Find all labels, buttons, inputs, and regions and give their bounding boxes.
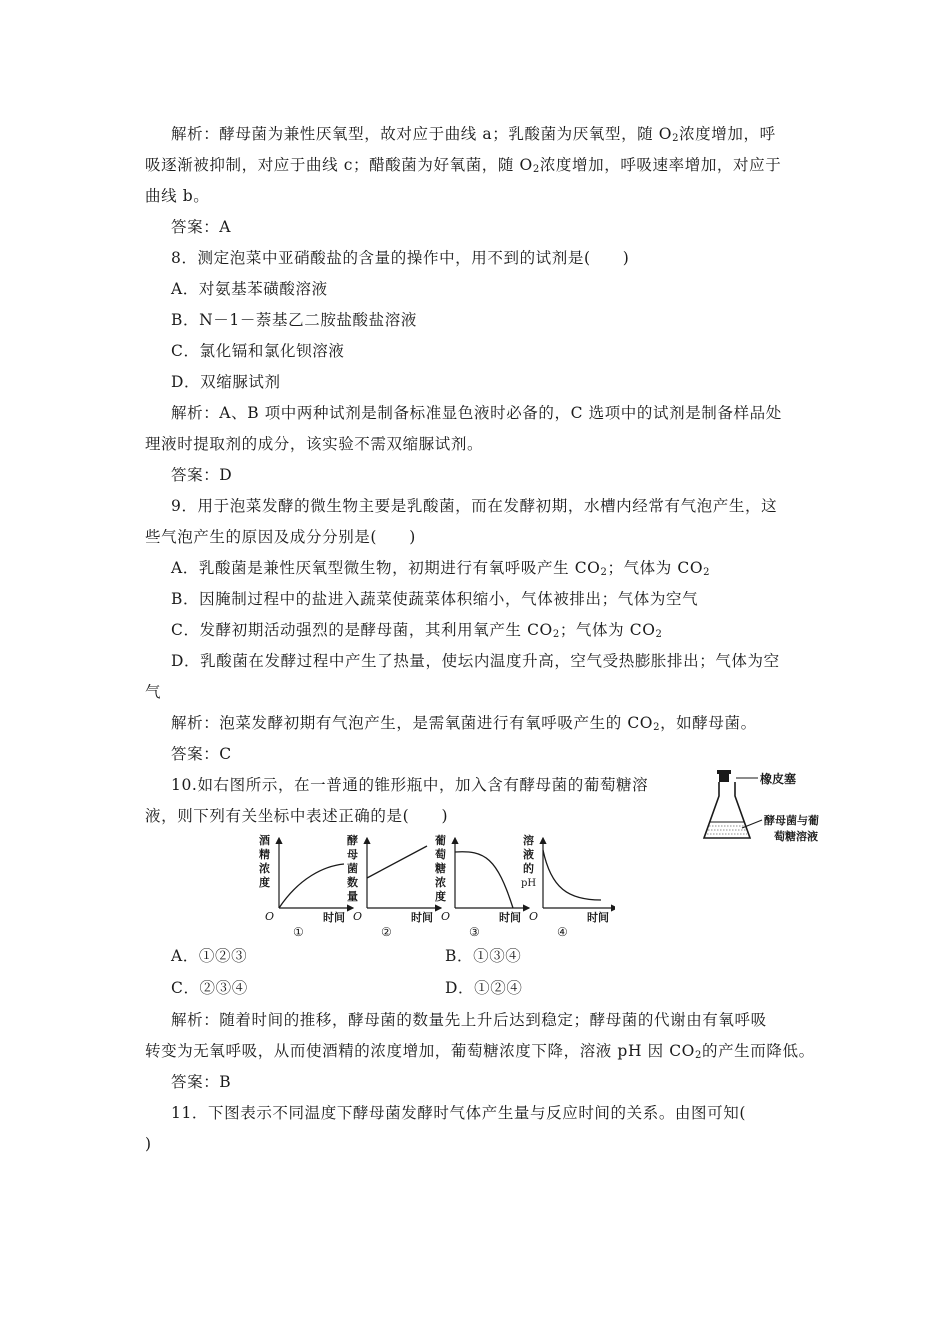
origin-label: O [441, 910, 451, 923]
q11-stem-line-1: 11．下图表示不同温度下酵母菌发酵时气体产生量与反应时间的关系。由图可知( [171, 1104, 746, 1122]
y-axis-label-char: 精 [259, 848, 270, 861]
q7-answer: 答案：A [171, 218, 232, 236]
q10-option-a: A．①②③ [171, 947, 248, 965]
origin-label: O [353, 910, 363, 923]
q10-option-d: D．①②④ [445, 979, 523, 997]
q8-option-d: D．双缩脲试剂 [171, 373, 281, 391]
q9-answer: 答案：C [171, 745, 232, 763]
q9-option-a: A．乳酸菌是兼性厌氧型微生物，初期进行有氧呼吸产生 $CO_2$；气体为 $CO_2$ [171, 559, 711, 578]
q9-stem-line-1: 9．用于泡菜发酵的微生物主要是乳酸菌，而在发酵初期，水槽内经常有气泡产生，这 [171, 497, 778, 515]
y-axis-label-char: pH [521, 878, 537, 889]
q8-analysis-line-2: 理液时提取剂的成分，该实验不需双缩脲试剂。 [145, 435, 484, 453]
y-axis-label-char: 糖 [435, 862, 446, 875]
q10-analysis-line-1: 解析：随着时间的推移，酵母菌的数量先上升后达到稳定；酵母菌的代谢由有氧呼吸 [171, 1011, 767, 1029]
x-axis-label: 时间 [587, 911, 609, 924]
graph-1 [258, 833, 353, 939]
q9-option-c: C．发酵初期活动强烈的是酵母菌，其利用氧产生 $CO_2$；气体为 $CO_2$ [171, 621, 663, 640]
q10-analysis-line-2: 转变为无氧呼吸，从而使酒精的浓度增加，葡萄糖浓度下降，溶液 pH 因 $CO_2$的产生而降低。 [145, 1042, 815, 1061]
y-axis-label-char: 的 [523, 862, 534, 875]
q7-analysis-line-2: 吸逐渐被抑制，对应于曲线 c；醋酸菌为好氧菌，随 $O_2$浓度增加，呼吸速率增加，对应于 [145, 156, 782, 175]
y-axis-label-char: 液 [523, 848, 534, 861]
graph-curve [367, 846, 427, 878]
graph-number: ① [293, 925, 304, 939]
y-axis-label-char: 酵 [347, 834, 358, 847]
y-axis-label-char: 浓 [259, 862, 270, 875]
liquid-label-2: 萄糖溶液 [774, 830, 818, 843]
q10-stem-line-2: 液，则下列有关坐标中表述正确的是( ) [145, 807, 449, 825]
graph-4 [521, 833, 615, 939]
q8-option-a: A．对氨基苯磺酸溶液 [171, 280, 328, 298]
graph-2 [347, 833, 441, 939]
origin-label: O [529, 910, 539, 923]
q9-option-b: B．因腌制过程中的盐进入蔬菜使蔬菜体积缩小，气体被排出；气体为空气 [171, 590, 699, 608]
graph-curve [543, 850, 601, 900]
y-axis-label-char: 溶 [523, 834, 534, 847]
graphs-figure [255, 830, 615, 940]
q8-option-c: C．氯化镉和氯化钡溶液 [171, 342, 345, 360]
x-axis-label: 时间 [499, 911, 521, 924]
q8-stem: 8．测定泡菜中亚硝酸盐的含量的操作中，用不到的试剂是( ) [171, 249, 630, 267]
y-axis-label-char: 酒 [259, 834, 270, 847]
q9-option-d-line-1: D．乳酸菌在发酵过程中产生了热量，使坛内温度升高，空气受热膨胀排出；气体为空 [171, 652, 780, 670]
y-axis-label-char: 萄 [435, 848, 446, 861]
graph-number: ④ [557, 925, 568, 939]
stopper-top [717, 770, 731, 774]
q9-analysis: 解析：泡菜发酵初期有气泡产生，是需氧菌进行有氧呼吸产生的 $CO_2$，如酵母菌。 [171, 714, 757, 733]
q9-option-d-line-2: 气 [145, 683, 162, 701]
stopper-icon [719, 774, 729, 782]
x-axis-label: 时间 [323, 911, 345, 924]
y-axis-label-char: 浓 [435, 876, 446, 889]
graph-curve [455, 852, 513, 908]
q7-analysis-line-3: 曲线 b。 [145, 187, 210, 205]
origin-label: O [265, 910, 275, 923]
flask-outline [704, 782, 750, 838]
y-axis-label-char: 数 [347, 876, 358, 889]
q10-option-c: C．②③④ [171, 979, 248, 997]
q10-stem-line-1: 10.如右图所示，在一普通的锥形瓶中，加入含有酵母菌的葡萄糖溶 [171, 776, 649, 794]
y-axis-label-char: 葡 [435, 834, 446, 847]
q8-option-b: B．N－1－萘基乙二胺盐酸盐溶液 [171, 311, 417, 329]
y-axis-label-char: 度 [435, 890, 446, 903]
graph-curve [279, 864, 344, 908]
q8-analysis-line-1: 解析：A、B 项中两种试剂是制备标准显色液时必备的，C 选项中的试剂是制备样品处 [171, 404, 782, 422]
stopper-label: 橡皮塞 [760, 772, 797, 786]
q11-stem-line-2: ) [145, 1135, 152, 1153]
y-axis-label-char: 度 [259, 876, 270, 889]
graph-number: ③ [469, 925, 480, 939]
y-axis-label-char: 菌 [347, 862, 358, 875]
q8-answer: 答案：D [171, 466, 233, 484]
q9-stem-line-2: 些气泡产生的原因及成分分别是( ) [145, 528, 416, 546]
q10-answer: 答案：B [171, 1073, 232, 1091]
liquid-fill [707, 826, 747, 834]
graph-number: ② [381, 925, 392, 939]
graph-3 [435, 833, 529, 939]
y-axis-label-char: 母 [347, 848, 358, 861]
liquid-label-1: 酵母菌与葡 [764, 814, 819, 827]
x-axis-label: 时间 [411, 911, 433, 924]
flask-figure [700, 768, 840, 850]
y-axis-label-char: 量 [347, 890, 358, 903]
q10-option-b: B．①③④ [445, 947, 522, 965]
q7-analysis-line-1: 解析：酵母菌为兼性厌氧型，故对应于曲线 a；乳酸菌为厌氧型，随 $O_2$浓度增加，呼 [171, 125, 776, 144]
